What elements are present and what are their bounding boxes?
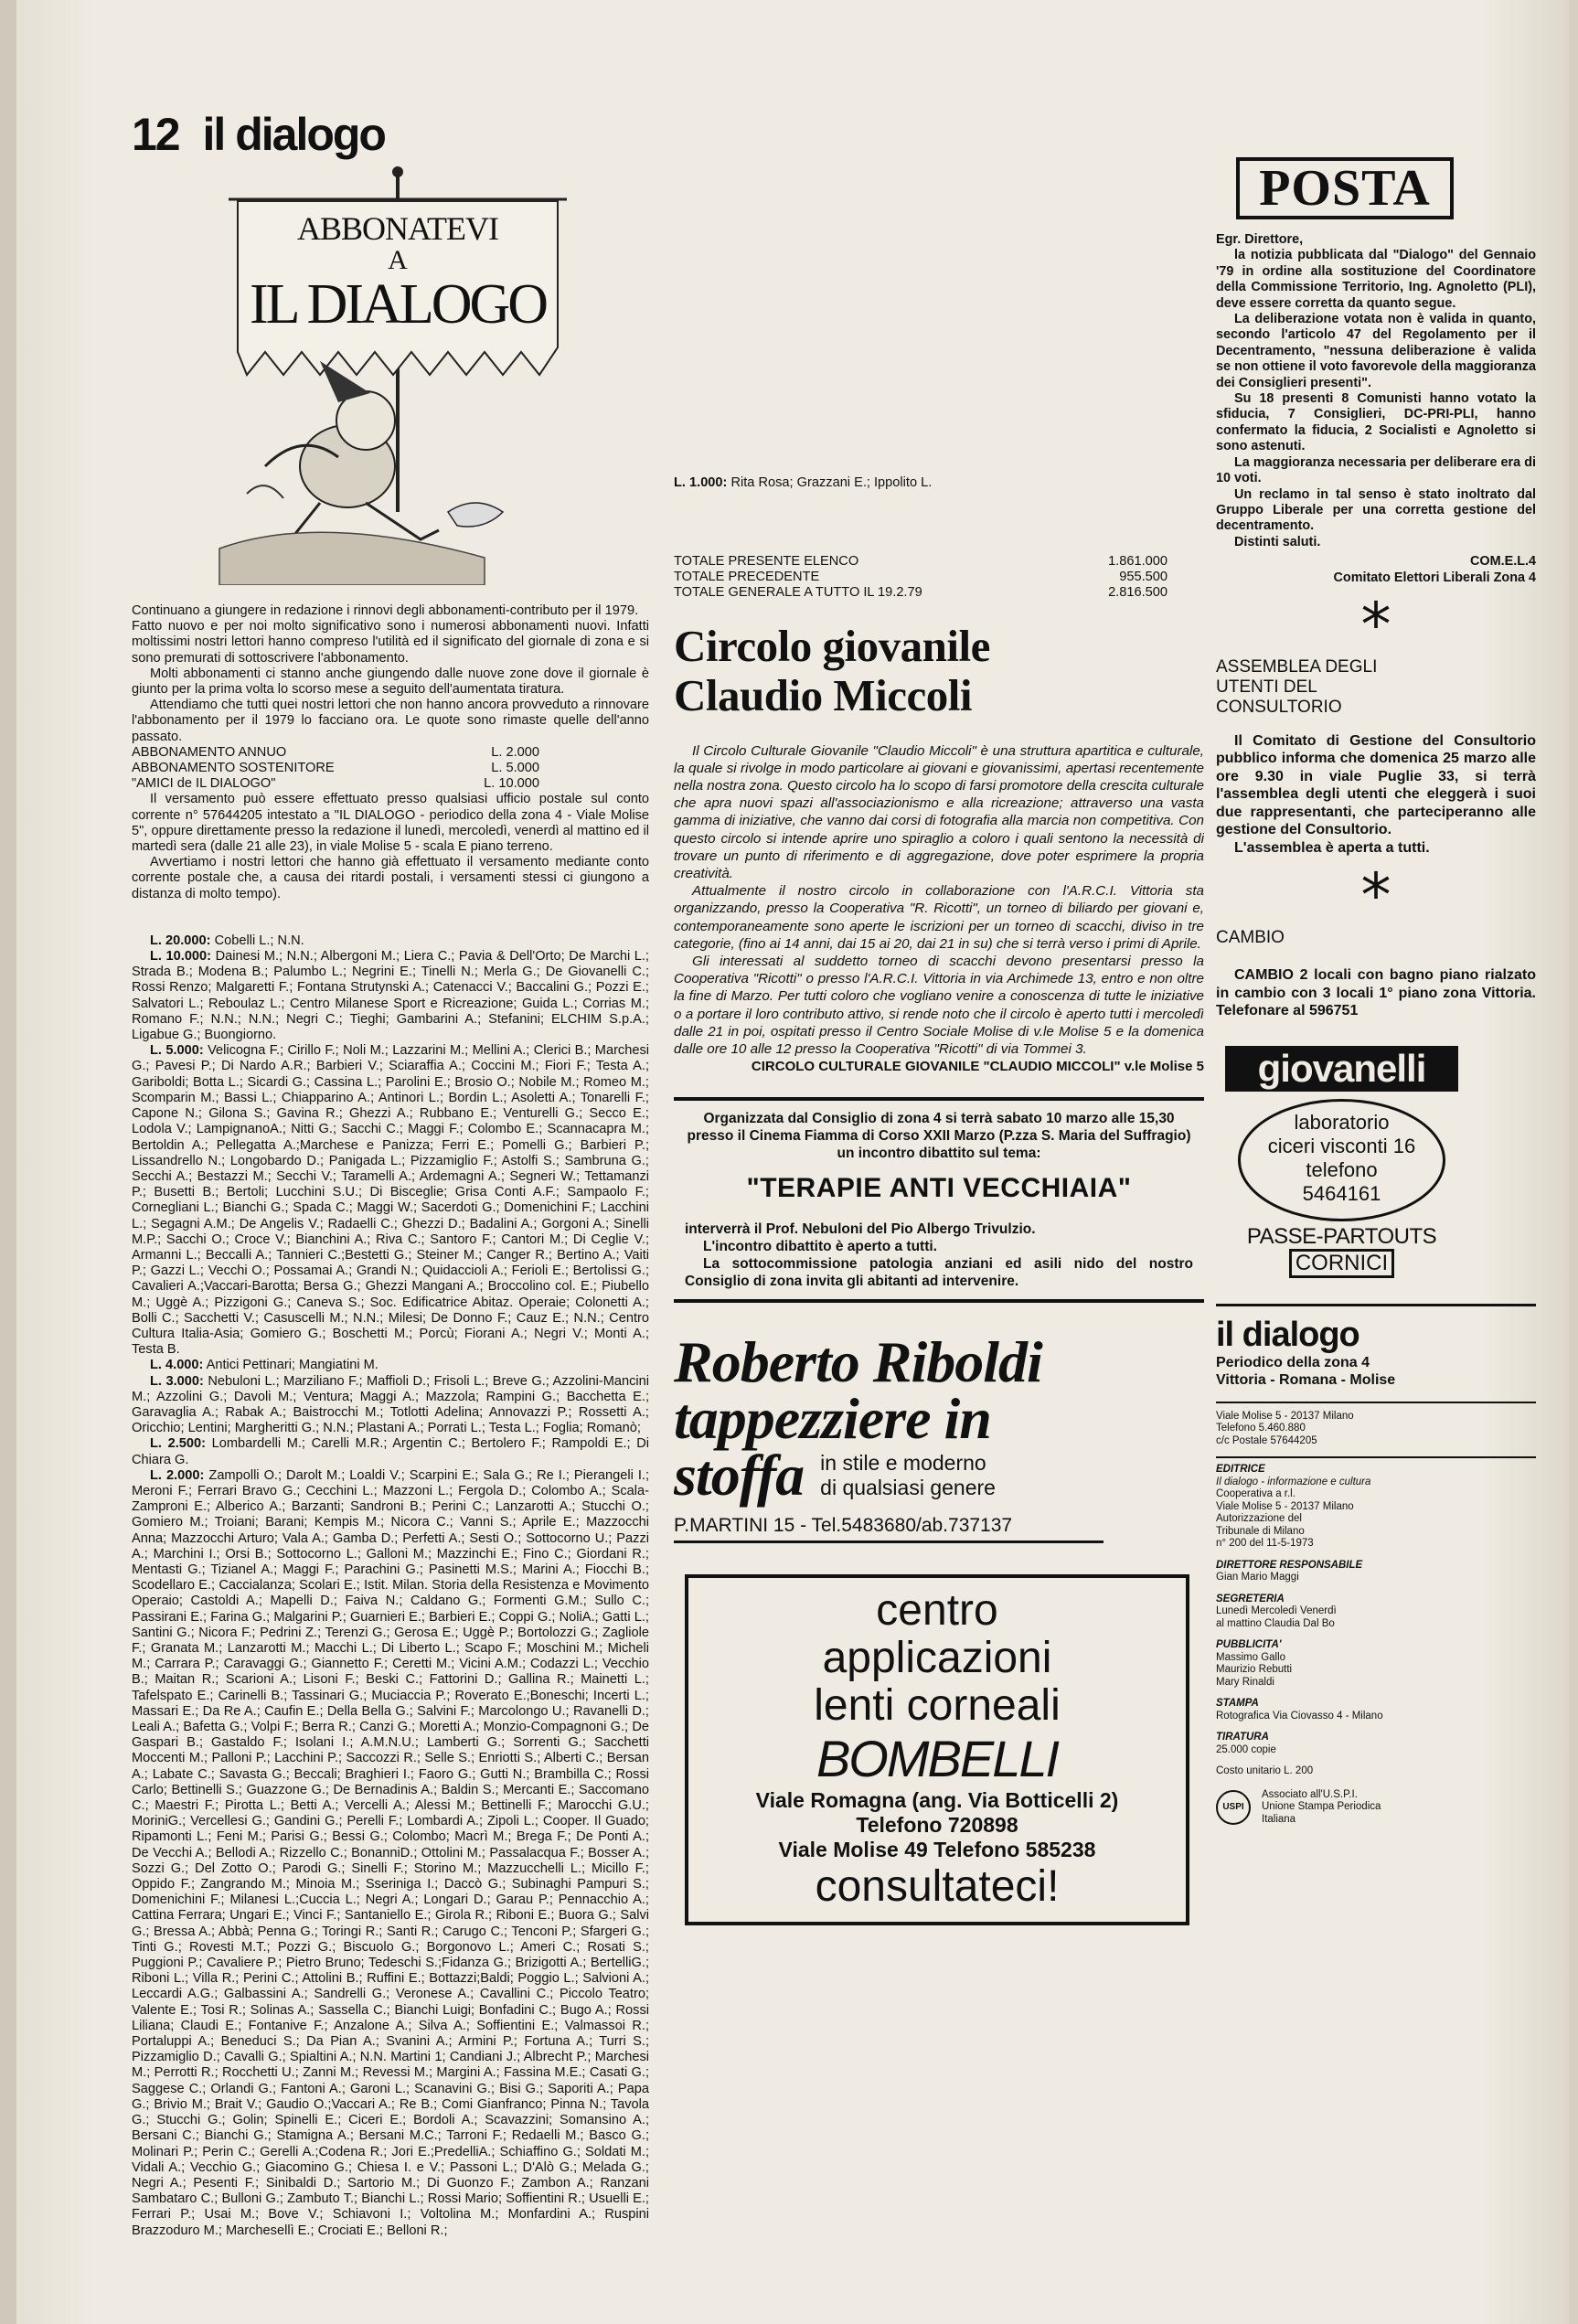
circolo-paragraph-1: Il Circolo Culturale Giovanile "Claudio Miccoli" è una struttura apartitica e culturale, la quale si rivolge in modo particolare ai giovani e giovanissimi, apertasi recentemente nella nostra zona. Questo circolo ha lo scopo di farsi promotore della crescita culturale che apra nuovi spazi all'associazionismo e alla ricreazione; attraverso una vasta gamma di iniziative, che vanno dai corsi di fotografia alla marcia non competitiva. Con questo circolo si intende aprire uno spiraglio a coloro i quali sentono la necessità di trovare un punto di riferimento e di aggregazione, dove poter esprimere la propria creatività. bbox=[674, 742, 1204, 882]
subs-paragraph-4: Attendiamo che tutti quei nostri lettori che non hanno ancora provveduto a rinnovare l'abbonamento per il 1979 lo facciano ora. Le quote sono rimaste quelle dell'anno passato. bbox=[132, 698, 649, 744]
posta-paragraph-3: Su 18 presenti 8 Comunisti hanno votato la sfiducia, 7 Consiglieri, DC-PRI-PLI, hanno confermato la fiducia, 2 Socialisti e Agnoletto si sono astenuti. bbox=[1216, 391, 1536, 454]
colophon-section bbox=[1216, 1464, 1536, 1551]
total-value: 1.861.000 bbox=[1108, 554, 1168, 569]
rate-price: L. 10.000 bbox=[484, 776, 539, 792]
page-header bbox=[132, 108, 385, 161]
riboldi-ad bbox=[674, 1329, 1204, 1543]
colophon-line: Tribunale di Milano bbox=[1216, 1525, 1305, 1537]
page-edge-right bbox=[1569, 0, 1578, 2324]
giovanelli-line5: PASSE-PARTOUTS bbox=[1246, 1223, 1437, 1249]
colophon-label: SEGRETERIA bbox=[1216, 1593, 1285, 1604]
riboldi-line3: stoffa bbox=[674, 1443, 805, 1508]
uspi-logo bbox=[1216, 1790, 1251, 1825]
colophon-line: Lunedì Mercoledì Venerdì bbox=[1216, 1605, 1337, 1617]
rate-row bbox=[132, 745, 649, 761]
conference-line-1: interverrà il Prof. Nebuloni del Pio Albergo Trivulzio. bbox=[685, 1221, 1036, 1238]
page-edge-left bbox=[0, 0, 16, 2324]
riboldi-line1: Roberto Riboldi bbox=[674, 1329, 1042, 1395]
conference-intro: Organizzata dal Consiglio di zona 4 si terrà sabato 10 marzo alle 15,30 presso il Cinema Fiamma di Corso XXII Marzo (P.zza S. Maria del Suffragio) un incontro dibattito sul tema: bbox=[687, 1111, 1191, 1162]
circolo-paragraph-2: Attualmente il nostro circolo in collaborazione con l'A.R.C.I. Vittoria sta organizzando, presso la Cooperativa "R. Ricotti", un torneo di biliardo per giovani e, contemporaneamente sono aperte le iscrizioni per un torneo di scacchi, diviso in tre categorie, (fino ai 14 anni, dai 15 ai 20, dai 21 in su) che si terrà verso i primi di Aprile. bbox=[674, 883, 1204, 952]
donor-names: Nebuloni L.; Marziliano F.; Maffioli D.; Frisoli L.; Breve G.; Azzolini-Mancini M.; Azzolini G.; Davoli M.; Ventura; Maggi A.; Mazzola; Rampini G.; Bacchetta E.; Garavaglia A.; Rabak A.; Baistrocchi M.; Totlotti Adelina; Annovazzi P.; Rossetti A.; Oricchio; Lentini; Margheritti G.; N.N.; Plastani A.; Porrati L.; Testa L.; Foglia; Romanò; bbox=[132, 1373, 649, 1436]
cambio-title: CAMBIO bbox=[1216, 928, 1285, 948]
bombelli-addr2: Telefono 720898 bbox=[856, 1813, 1018, 1838]
riboldi-side1: in stile e moderno bbox=[820, 1451, 986, 1476]
cambio-section bbox=[1216, 928, 1536, 1020]
colophon-line: n° 200 del 11-5-1973 bbox=[1216, 1538, 1314, 1550]
uspi-line: Associato all'U.S.P.I. bbox=[1262, 1788, 1358, 1800]
donor-group bbox=[132, 1358, 649, 1373]
donor-group bbox=[132, 949, 649, 1043]
colophon-line: Viale Molise 5 - 20137 Milano bbox=[1216, 1500, 1354, 1512]
asterisk-icon: * bbox=[1360, 860, 1391, 932]
posta-sign2: Comitato Elettori Liberali Zona 4 bbox=[1333, 570, 1536, 585]
assemblea-body: Il Comitato di Gestione del Consultorio pubblico informa che domenica 25 marzo alle ore 9.30 in viale Puglie 33, si terrà l'assemblea degli utenti che eleggerà i suoi due rappresentanti, che parteciperanno alle gestione del Consultorio. bbox=[1216, 732, 1536, 838]
donors-list bbox=[132, 933, 649, 2239]
donor-names: Lombardelli M.; Carelli M.R.; Argentin C.; Bertolero F.; Rampoldi E.; Di Chiara G. bbox=[132, 1436, 649, 1467]
rates-list bbox=[132, 745, 649, 793]
colophon-section bbox=[1216, 1594, 1536, 1631]
colophon-line: 25.000 copie bbox=[1216, 1743, 1276, 1755]
donor-amount: L. 10.000: bbox=[150, 949, 212, 965]
colophon-line: Maurizio Rebutti bbox=[1216, 1664, 1293, 1676]
total-label: TOTALE PRECEDENTE bbox=[674, 570, 820, 585]
posta-paragraph-2: La deliberazione votata non è valida in quanto, secondo l'articolo 47 del Regolamento per il Decentramento, "nessuna deliberazione è valida se non ottiene il voto favorevole della maggioranza dei Consiglieri presenti". bbox=[1216, 312, 1536, 390]
colophon-line: Autorizzazione del bbox=[1216, 1513, 1302, 1525]
conference-line-3: La sottocommissione patologia anziani ed asili nido del nostro Consiglio di zona invita gli abitanti ad intervenire. bbox=[685, 1256, 1193, 1290]
colophon-label: STAMPA bbox=[1216, 1698, 1259, 1710]
giovanelli-line6: CORNICI bbox=[1289, 1249, 1394, 1278]
donor-group-last bbox=[674, 475, 1204, 491]
colophon-label: TIRATURA bbox=[1216, 1732, 1269, 1743]
colophon-label: PUBBLICITA' bbox=[1216, 1639, 1282, 1651]
uspi-line: Italiana bbox=[1262, 1813, 1296, 1825]
colophon-subtitle1: Periodico della zona 4 bbox=[1216, 1354, 1370, 1370]
bombelli-brand: BOMBELLI bbox=[816, 1730, 1059, 1788]
assemblea-section bbox=[1216, 657, 1536, 858]
total-row bbox=[674, 585, 1204, 601]
subs-warning: Avvertiamo i nostri lettori che hanno già effettuato il versamento mediante conto corrente postale che, a causa dei ritardi postali, i versamenti stessi ci giungono a distanza di molto tempo). bbox=[132, 855, 649, 901]
banner-line1: ABBONATEVI bbox=[297, 210, 498, 247]
colophon-section bbox=[1216, 1639, 1536, 1689]
asterisk-icon: * bbox=[1360, 589, 1391, 660]
donor-group bbox=[132, 1436, 649, 1467]
bombelli-addr1: Viale Romagna (ang. Via Botticelli 2) bbox=[755, 1788, 1119, 1813]
total-row bbox=[674, 570, 1204, 585]
bombelli-ad bbox=[685, 1574, 1189, 1925]
assemblea-title: ASSEMBLEA DEGLI UTENTI DEL CONSULTORIO bbox=[1216, 656, 1378, 717]
masthead: il dialogo bbox=[202, 109, 385, 160]
colophon-addr: Viale Molise 5 - 20137 Milano bbox=[1216, 1410, 1354, 1422]
colophon-section bbox=[1216, 1698, 1536, 1722]
donor-names: Dainesi M.; N.N.; Albergoni M.; Liera C.; Pavia & Dell'Orto; De Marchi L.; Strada B.; Modena B.; Palumbo L.; Negrini E.; Tinelli N.; Merla G.; De Giovanelli C.; Rossi Renzo; Malgaretti F.; Fontana Strutynski A.; Catenacci V.; Baccalini G.; Pozzi E.; Salvatori L.; Reboulaz L.; Centro Milanese Sport e Ricreazione; Guida L.; Corrias M.; Romano F.; N.N.; N.N.; Negri C.; Tieghi; Gambarini A.; Stefanini; ELCHIM S.p.A.; Ligabue G.; Buongiorno. bbox=[132, 949, 649, 1043]
donor-names: Cobelli L.; N.N. bbox=[214, 933, 304, 948]
total-value: 955.500 bbox=[1119, 570, 1168, 585]
rate-row bbox=[132, 761, 649, 776]
rate-price: L. 5.000 bbox=[491, 761, 539, 776]
colophon-label: DIRETTORE RESPONSABILE bbox=[1216, 1559, 1363, 1571]
circolo-article bbox=[674, 622, 1204, 1076]
uspi-logo-text: USPI bbox=[1222, 1802, 1244, 1813]
circolo-signature: CIRCOLO CULTURALE GIOVANILE "CLAUDIO MICCOLI" v.le Molise 5 bbox=[751, 1059, 1204, 1075]
conference-title: "TERAPIE ANTI VECCHIAIA" bbox=[746, 1173, 1132, 1204]
page-number: 12 bbox=[132, 109, 179, 160]
colophon bbox=[1216, 1304, 1536, 1827]
circolo-paragraph-3: Gli interessati al suddetto torneo di scacchi devono presentarsi presso la Cooperativa "Ricotti" o presso l'A.R.C.I. Vittoria in via Archimede 13, entro e non oltre la fine di Marzo. Per tutti coloro che vogliano venire a conoscenza di tutte le iniziative o a portare il loro contributo attivo, si rende noto che il circolo è aperto tutti i mercoledì dalle 21 in poi, ospitati presso il Centro Sociale Molise di v.le Molise 5 e la domenica dalle ore 10 alle 12 presso la Cooperativa "Ricotti" di via Tommei 3. bbox=[674, 954, 1204, 1058]
donor-amount: L. 20.000: bbox=[150, 933, 211, 948]
cambio-body: CAMBIO 2 locali con bagno piano rialzato in cambio con 3 locali 1° piano zona Vittoria. Telefonare al 596751 bbox=[1216, 967, 1536, 1019]
subs-paragraph-3: Molti abbonamenti ci stanno anche giungendo dalle nuove zone dove il giornale è giunto per la prima volta lo scorso mese a seguito dell'aumentata tiratura. bbox=[132, 666, 649, 698]
totals-table bbox=[674, 554, 1204, 602]
donor-group bbox=[132, 1374, 649, 1437]
giovanelli-line4: 5464161 bbox=[1302, 1181, 1381, 1205]
total-label: TOTALE GENERALE A TUTTO IL 19.2.79 bbox=[674, 585, 922, 601]
banner-text bbox=[242, 210, 553, 336]
colophon-line: Massimo Gallo bbox=[1216, 1651, 1286, 1663]
donor-amount: L. 4.000: bbox=[150, 1358, 204, 1373]
bombelli-addr3: Viale Molise 49 Telefono 585238 bbox=[778, 1838, 1096, 1862]
colophon-label: EDITRICE bbox=[1216, 1464, 1265, 1476]
total-label: TOTALE PRESENTE ELENCO bbox=[674, 554, 859, 569]
posta-paragraph-5: Un reclamo in tal senso è stato inoltrato dal Gruppo Liberale per una corretta gestione del decentramento. bbox=[1216, 486, 1536, 534]
colophon-line: Mary Rinaldi bbox=[1216, 1676, 1274, 1688]
colophon-section bbox=[1216, 1732, 1536, 1778]
conference-line-2: L'incontro dibattito è aperto a tutti. bbox=[703, 1239, 937, 1255]
riboldi-side2: di qualsiasi genere bbox=[820, 1476, 996, 1500]
bombelli-line2: applicazioni bbox=[822, 1634, 1052, 1683]
middle-column bbox=[674, 146, 1204, 2313]
giovanelli-line3: telefono bbox=[1306, 1157, 1378, 1181]
subs-paragraph-2: Fatto nuovo e per noi molto significativo sono i numerosi abbonamenti nuovi. Infatti moltissimi nostri lettori hanno compreso l'utilità ed il significato del giornale di zona e si sono premurati di sottoscrivere l'abbonamento. bbox=[132, 619, 649, 666]
circolo-title-line2: Claudio Miccoli bbox=[674, 669, 972, 720]
bombelli-line1: centro bbox=[876, 1586, 998, 1636]
banner-line3: IL DIALOGO bbox=[249, 273, 547, 336]
posta-sign1: COM.E.L.4 bbox=[1470, 554, 1536, 570]
subs-paragraph-1: Continuano a giungere in redazione i rinnovi degli abbonamenti-contributo per il 1979. bbox=[132, 603, 639, 618]
posta-closing: Distinti saluti. bbox=[1234, 534, 1321, 549]
uspi-block bbox=[1216, 1789, 1536, 1827]
colophon-line: Costo unitario L. 200 bbox=[1216, 1765, 1314, 1777]
assemblea-note: L'assemblea è aperta a tutti. bbox=[1234, 839, 1430, 856]
donor-amount: L. 1.000: bbox=[674, 475, 728, 490]
rate-label: "AMICI de IL DIALOGO" bbox=[132, 776, 276, 792]
colophon-line bbox=[1216, 1756, 1536, 1765]
riboldi-line2: tappezziere in bbox=[674, 1386, 991, 1452]
conference-box bbox=[674, 1097, 1204, 1303]
posta-salutation: Egr. Direttore, bbox=[1216, 232, 1304, 247]
donor-amount: L. 2.000: bbox=[150, 1467, 205, 1483]
donor-amount: L. 5.000: bbox=[150, 1043, 204, 1059]
donor-names: Antici Pettinari; Mangiatini M. bbox=[206, 1358, 379, 1373]
colophon-section bbox=[1216, 1560, 1536, 1584]
colophon-addr: c/c Postale 57644205 bbox=[1216, 1434, 1317, 1446]
colophon-line: Cooperativa a r.l. bbox=[1216, 1488, 1295, 1500]
posta-paragraph-1: la notizia pubblicata dal "Dialogo" del Gennaio '79 in ordine alla sostituzione del Coordinatore della Commissione Territorio, Ing. Agnoletto (PLI), deve essere corretta da quanto segue. bbox=[1216, 248, 1536, 311]
riboldi-address: P.MARTINI 15 - Tel.5483680/ab.737137 bbox=[674, 1515, 1104, 1543]
subscriptions-column bbox=[132, 603, 649, 2313]
total-value: 2.816.500 bbox=[1108, 585, 1168, 601]
posta-paragraph-4: La maggioranza necessaria per deliberare era di 10 voti. bbox=[1216, 454, 1536, 486]
donors-continued bbox=[674, 146, 1204, 539]
total-row bbox=[674, 554, 1204, 570]
banner-line2: A bbox=[388, 245, 408, 275]
rate-label: ABBONAMENTO SOSTENITORE bbox=[132, 761, 335, 776]
subs-payment: Il versamento può essere effettuato presso qualsiasi ufficio postale sul conto corrente n° 57644205 intestato a "IL DIALOGO - periodico della zona 4 - Viale Molise 5", oppure direttamente presso la redazione il lunedì, mercoledì, venerdì al mattino ed il martedì sera (dalle 21 alle 23), in viale Molise 5 - scala E piano terreno. bbox=[132, 792, 649, 855]
colophon-line: Gian Mario Maggi bbox=[1216, 1572, 1299, 1583]
colophon-addr: Telefono 5.460.880 bbox=[1216, 1423, 1306, 1434]
rate-price: L. 2.000 bbox=[491, 744, 539, 760]
donor-amount: L. 3.000: bbox=[150, 1373, 204, 1389]
donor-names: Rita Rosa; Grazzani E.; Ippolito L. bbox=[730, 475, 933, 490]
donor-group-continued bbox=[132, 1468, 649, 2239]
rate-row bbox=[132, 776, 649, 792]
bombelli-line3: lenti corneali bbox=[814, 1681, 1061, 1731]
giovanelli-oval bbox=[1238, 1099, 1445, 1221]
subscribe-illustration bbox=[210, 165, 576, 585]
rate-label: ABBONAMENTO ANNUO bbox=[132, 744, 287, 760]
donor-amount: L. 2.500: bbox=[150, 1436, 206, 1452]
circolo-title-line1: Circolo giovanile bbox=[674, 620, 990, 671]
giovanelli-line1: laboratorio bbox=[1294, 1110, 1390, 1134]
colophon-line: Il dialogo - informazione e cultura bbox=[1216, 1476, 1371, 1487]
giovanelli-ad bbox=[1225, 1046, 1458, 1278]
posta-title: POSTA bbox=[1236, 157, 1454, 219]
colophon-title: il dialogo bbox=[1216, 1315, 1359, 1354]
uspi-line: Unione Stampa Periodica bbox=[1262, 1801, 1381, 1813]
giovanelli-brand: giovanelli bbox=[1225, 1046, 1458, 1092]
colophon-line: Rotografica Via Ciovasso 4 - Milano bbox=[1216, 1710, 1383, 1722]
colophon-line: al mattino Claudia Dal Bo bbox=[1216, 1617, 1335, 1629]
donor-group bbox=[132, 1043, 649, 1358]
right-column bbox=[1216, 146, 1536, 2313]
colophon-subtitle2: Vittoria - Romana - Molise bbox=[1216, 1371, 1396, 1388]
donor-names: Velicogna F.; Cirillo F.; Noli M.; Lazzarini M.; Mellini A.; Clerici B.; Marchesi G.; Pavesi P.; Di Nardo A.R.; Barbieri V.; Sciaraffia A.; Coccini M.; Fiori F.; Testa A.; Gariboldi; Botta L.; Sicardi G.; Cassina L.; Parolini E.; Brosio O.; Nobile M.; Romeo M.; Scomparin M.; Bassi L.; Chiapparino A.; Antinori L.; Bordin L.; Asoletti A.; Tonarelli F.; Capone N.; Gilona S.; Gavina R.; Ghezzi A.; Rubbano E.; Venturelli G.; Secco E.; Lodola V.; LampignanoA.; Nitti G.; Sacchi C.; Maggi F.; Colombo E.; Scannacapra M.; Bertoldin A.; Pellegatta A.;Marchese e Panizza; Ferri E.; Pomelli G.; Barbieri P.; Lissandrello N.; Longobardo D.; Panigada L.; Pizzamiglio F.; Astolfi S.; Sambruna G.; Secchi A.; Bestazzi M.; Secchi V.; Taramelli A.; Ardemagni A.; Segneri W.; Tettamanzi P.; Busetti B.; Bertoli; Lucchini S.U.; Di Bisceglie; Grisa Conti A.F.; Sampaolo F.; Cornegliani L.; Bianchi G.; Spada C.; Maggi W.; Sacerdoti G.; Domenichini F.; Lacchini L.; Segagni A.M.; De Angelis V.; Radaelli C.; Ghezzi D.; Badalini A.; Gorgoni A.; Sinelli M.P.; Sacchi O.; Croce V.; Bianchini A.; Riva C.; Santoro F.; Cantori M.; Di Ceglie V.; Armanni L.; Beccalli A.; Tannieri C.;Bestetti G.; Steiner M.; Canger R.; Bertino A.; Vaiti P.; Gazzi L.; Vecchi O.; Possamai A.; Grandi N.; Quidaccioli A.; Ferioli E.; Bertolissi G.; Cavalieri A.;Vaccari-Barotta; Bersa G.; Ghezzi Mangani A.; Broccolino col. E.; Piubello M.; Uggè A.; Pizzigoni G.; Caneva S.; Soc. Edificatrice Abitaz. Operaie; Colonetti A.; Bolli C.; Sacchetti V.; Casuscelli M.; N.N.; Milesi; De Donno F.; Cauz E.; N.N.; Centro Cultura Italia-Asia; Gomiero G.; Boschetti M.; Porcù; Fiorani A.; Negri V.; Monti A.; Testa B. bbox=[132, 1043, 649, 1358]
giovanelli-line2: ciceri visconti 16 bbox=[1267, 1134, 1416, 1157]
bombelli-cta: consultateci! bbox=[815, 1862, 1060, 1912]
donor-group bbox=[132, 933, 649, 949]
donor-names: Zampolli O.; Darolt M.; Loaldi V.; Scarpini E.; Sala G.; Re I.; Pierangeli I.; Meroni F.; Ferrari Bravo G.; Cecchini L.; Mazzoni L.; Fergola D.; Colombo A.; Scala-Zamproni E.; Alberico A.; Barzanti; Sandroni B.; Perini C.; Lanzarotti A.; Stucchi O.; Gomiero M.; Troiani; Barani; Kempis M.; Nicora C.; Vanni S.; Aprile E.; Mazzocchi Anna; Mazzocchi Arturo; Vala A.; Gamba D.; Perfetti A.; Sesti O.; Sottocorno U.; Pazzi A.; Marchini I.; Orsi B.; Sottocorno L.; Galloni M.; Mazzinchi E.; Fino C.; Giordani R.; Mentasti G.; Tizianel A.; Maggi F.; Parachini G.; Pasinetti M.S.; Marini A.; Fiocchi B.; Scodellaro E.; Caccialanza; Scolari E.; Istit. Milan. Storia della Resistenza e Movimento Operaio; Castoldi A.; Mapelli D.; Faiva N.; Caldano G.; Formenti G.M.; Sullo C.; Passirani E.; Farina G.; Malgarini P.; Guarnieri E.; Barbieri E.; Coppi G.; NoliA.; Gatti L.; Santini G.; Nicora F.; Pedrini Z.; Terenzi G.; Gerosa E.; Uggè P.; Bortolozzi G.; Zagliole F.; Granata M.; Lanzarotti M.; Macchi L.; Di Liberto L.; Scapo F.; Moschini M.; Micheli M.; Carrara P.; Caravaggi G.; Giannetto F.; Ceretti M.; Vicini A.M.; Codazzi L.; Vecchio B.; Maitan R.; Scarioni A.; Lisoni F.; Beski C.; Fattorini D.; Gallina R.; Mainetti L.; Tafelspato E.; Carinelli B.; Tassinari G.; Muciaccia P.; Roverato E.;Boneschi; Incerti L.; Massari E.; Da Re A.; Caufin E.; Della Bella G.; Salvini F.; Marcolongo U.; Ravanelli D.; Leali A.; Bafetta G.; Volpi F.; Berra R.; Canzi G.; Moretti A.; Monzio-Compagnoni G.; De Gaspari B.; Gastaldo F.; Isolani I.; A.M.N.U.; Lamberti G.; Sorrenti G.; Sacchetti Moccenti M.; Palloni P.; Lacchini P.; Saccozzi R.; Selle S.; Enriotti S.; Alberti C.; Bersan A.; Labate C.; Savasta G.; Beccali; Braghieri I.; Faoro G.; Gutti N.; Brambilla C.; Rossi Carlo; Bettinelli S.; Guazzone G.; De Bernadinis A.; Baldin S.; Mercanti E.; Saccomano C.; Maestri F.; Pirotta L.; Betti A.; Vercelli A.; Alessi M.; Bettinelli F.; Marocchi G.U.; MoriniG.; Vercellesi G.; Gandini G.; Perelli F.; Lombardi A.; Zipoli L.; Cooper. Il Guado; Ripamonti L.; Feni M.; Parisi G.; Bessi G.; Colombo; Macrì M.; Brega F.; De Ponti A.; De Vecchi A.; Bellodi A.; Rizzello C.; BonanniD.; Ottolini M.; Passalacqua F.; Bosser A.; Sozzi G.; Del Zotto O.; Parodi G.; Sinelli F.; Storino M.; Mazzucchelli L.; Micillo F.; Oppido F.; Zangrando M.; Minoia M.; Sseriniga I.; Daccò G.; Subinaghi Pampuri S.; Domenichini F.; Milanesi L.;Cuccia L.; Negri A.; Longari D.; Garau P.; Pennacchio A.; Cattina Ferrara; Ungari E.; Vinci F.; Santaniello E.; Girola R.; Riboni E.; Buora G.; Salvi G.; Bressa A.; Abbà; Penna G.; Toringi R.; Santi R.; Carugo C.; Tenconi P.; Sfargeri G.; Tinti G.; Rovesti M.T.; Pozzi G.; Biscuolo G.; Borgonovo L.; Ameri C.; Rosati S.; Puggioni P.; Cavaliere P.; Pietro Bruno; Tedeschi S.;Fidanza G.; Brizigotti A.; BertelliG.; Riboni L.; Villa R.; Perini C.; Attolini B.; Ruffini E.; Bottazzi;Baldi; Poggio L.; Salvioni A.; Leccardi A.G.; Galbassini A.; Sandrelli G.; Veronese A.; Cavallini C.; Piccolo Teatro; Valente E.; Tosi R.; Solinas A.; Sassella C.; Bianchi Luigi; Bonfadini C.; Bugo A.; Rossi Liliana; Claudi E.; Fontanive F.; Anzalone A.; Silva A.; Soffientini E.; Valmassoi R.; Portaluppi A.; Beneduci S.; Da Pian A.; Svanini A.; Armini P.; Fortuna A.; Turri S.; Pizzamiglio D.; Cavalli G.; Spialtini A.; N.N. Martini 1; Candiani J.; Albrecht P.; Marchesi M.; Perrotti R.; Rocchetti U.; Zanni M.; Revessi M.; Margini A.; Fassina M.E.; Casati G.; Saggese C.; Orlandi G.; Fantoni A.; Garoni L.; Scanavini G.; Bisi G.; Saporiti A.; Papa G.; Brivio M.; Brait V.; Gaudio O.;Vaccari A.; Re B.; Comi Gianfranco; Pinna N.; Tavola G.; Stucchi G.; Golin; Spinelli E.; Ciceri E.; Bordoli A.; Scavazzini; Somansino A.; Bersani C.; Bianchi G.; Stamigna A.; Bersani M.C.; Tarroni F.; Redaelli M.; Basco G.; Molinari P.; Perin C.; Gerelli A.;Codena R.; Jori E.;PredelliA.; Schiaffino G.; Soldati M.; Vidali A.; Vecchio G.; Giacomino G.; Chiesa I. e V.; Passoni L.; D'Alò G.; Melada G.; Negri A.; Pesenti F.; Sinibaldi D.; Sartorio M.; Di Guonzo F.; Zambon A.; Ranzani Sambataro C.; Bulloni G.; Zambuto T.; Bianchi L.; Rossi Mario; Soffientini R.; Usuelli E.; Ferrari P.; Usai M.; Bove V.; Schiavoni I.; Voltolina M.; Monfardini A.; Ruspini Brazzoduro M.; Marchesellì E.; Crociati E.; Belloni R.; bbox=[132, 1467, 649, 2238]
